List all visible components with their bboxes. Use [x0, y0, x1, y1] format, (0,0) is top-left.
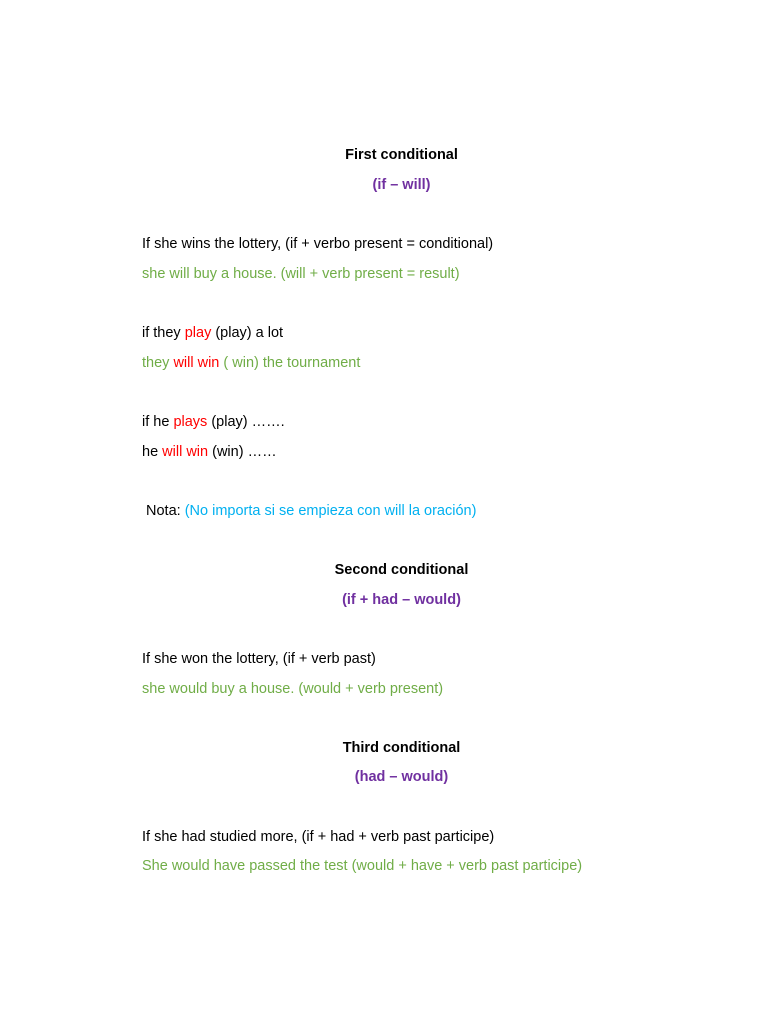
second-conditional-title: Second conditional [334, 562, 469, 578]
first-example2-result [142, 354, 360, 372]
example2-condition-verb: play [184, 325, 212, 341]
example2-condition-post: (play) a lot [211, 325, 284, 341]
first-note [146, 502, 476, 520]
note-text: (No importa si se empieza con will la oración) [184, 503, 477, 519]
second-result: she would buy a house. (would + verb present) [142, 681, 444, 697]
example3-result-post: (win) …… [208, 444, 277, 460]
first-example2-condition [142, 324, 283, 342]
note-label: Nota: [146, 503, 181, 519]
second-condition: If she won the lottery, (if + verb past) [142, 651, 376, 667]
example2-result-post: ( win) the tournament [219, 355, 361, 371]
first-example3-condition [142, 413, 285, 431]
example3-condition-pre: if he [142, 414, 174, 430]
example2-condition-pre: if they [142, 325, 185, 341]
third-condition: If she had studied more, (if + had + verb past participe) [142, 829, 495, 845]
example2-result-verb: will win [173, 355, 220, 371]
example3-condition-verb: plays [173, 414, 208, 430]
example2-result-pre: they [142, 355, 174, 371]
example3-result-verb: will win [162, 444, 209, 460]
third-conditional-title: Third conditional [342, 740, 461, 756]
second-conditional-formula: (if + had – would) [342, 592, 461, 608]
example3-result-pre: he [142, 444, 163, 460]
first-example1-result: she will buy a house. (will + verb present = result) [142, 266, 460, 282]
first-conditional-title: First conditional [345, 147, 458, 163]
third-conditional-formula: (had – would) [354, 769, 449, 785]
third-result: She would have passed the test (would + have + verb past participe) [142, 858, 583, 874]
first-example1-condition: If she wins the lottery, (if + verbo present = conditional) [142, 236, 494, 252]
first-example3-result [142, 443, 277, 461]
example3-condition-post: (play) ……. [207, 414, 285, 430]
first-conditional-formula: (if – will) [372, 177, 431, 193]
